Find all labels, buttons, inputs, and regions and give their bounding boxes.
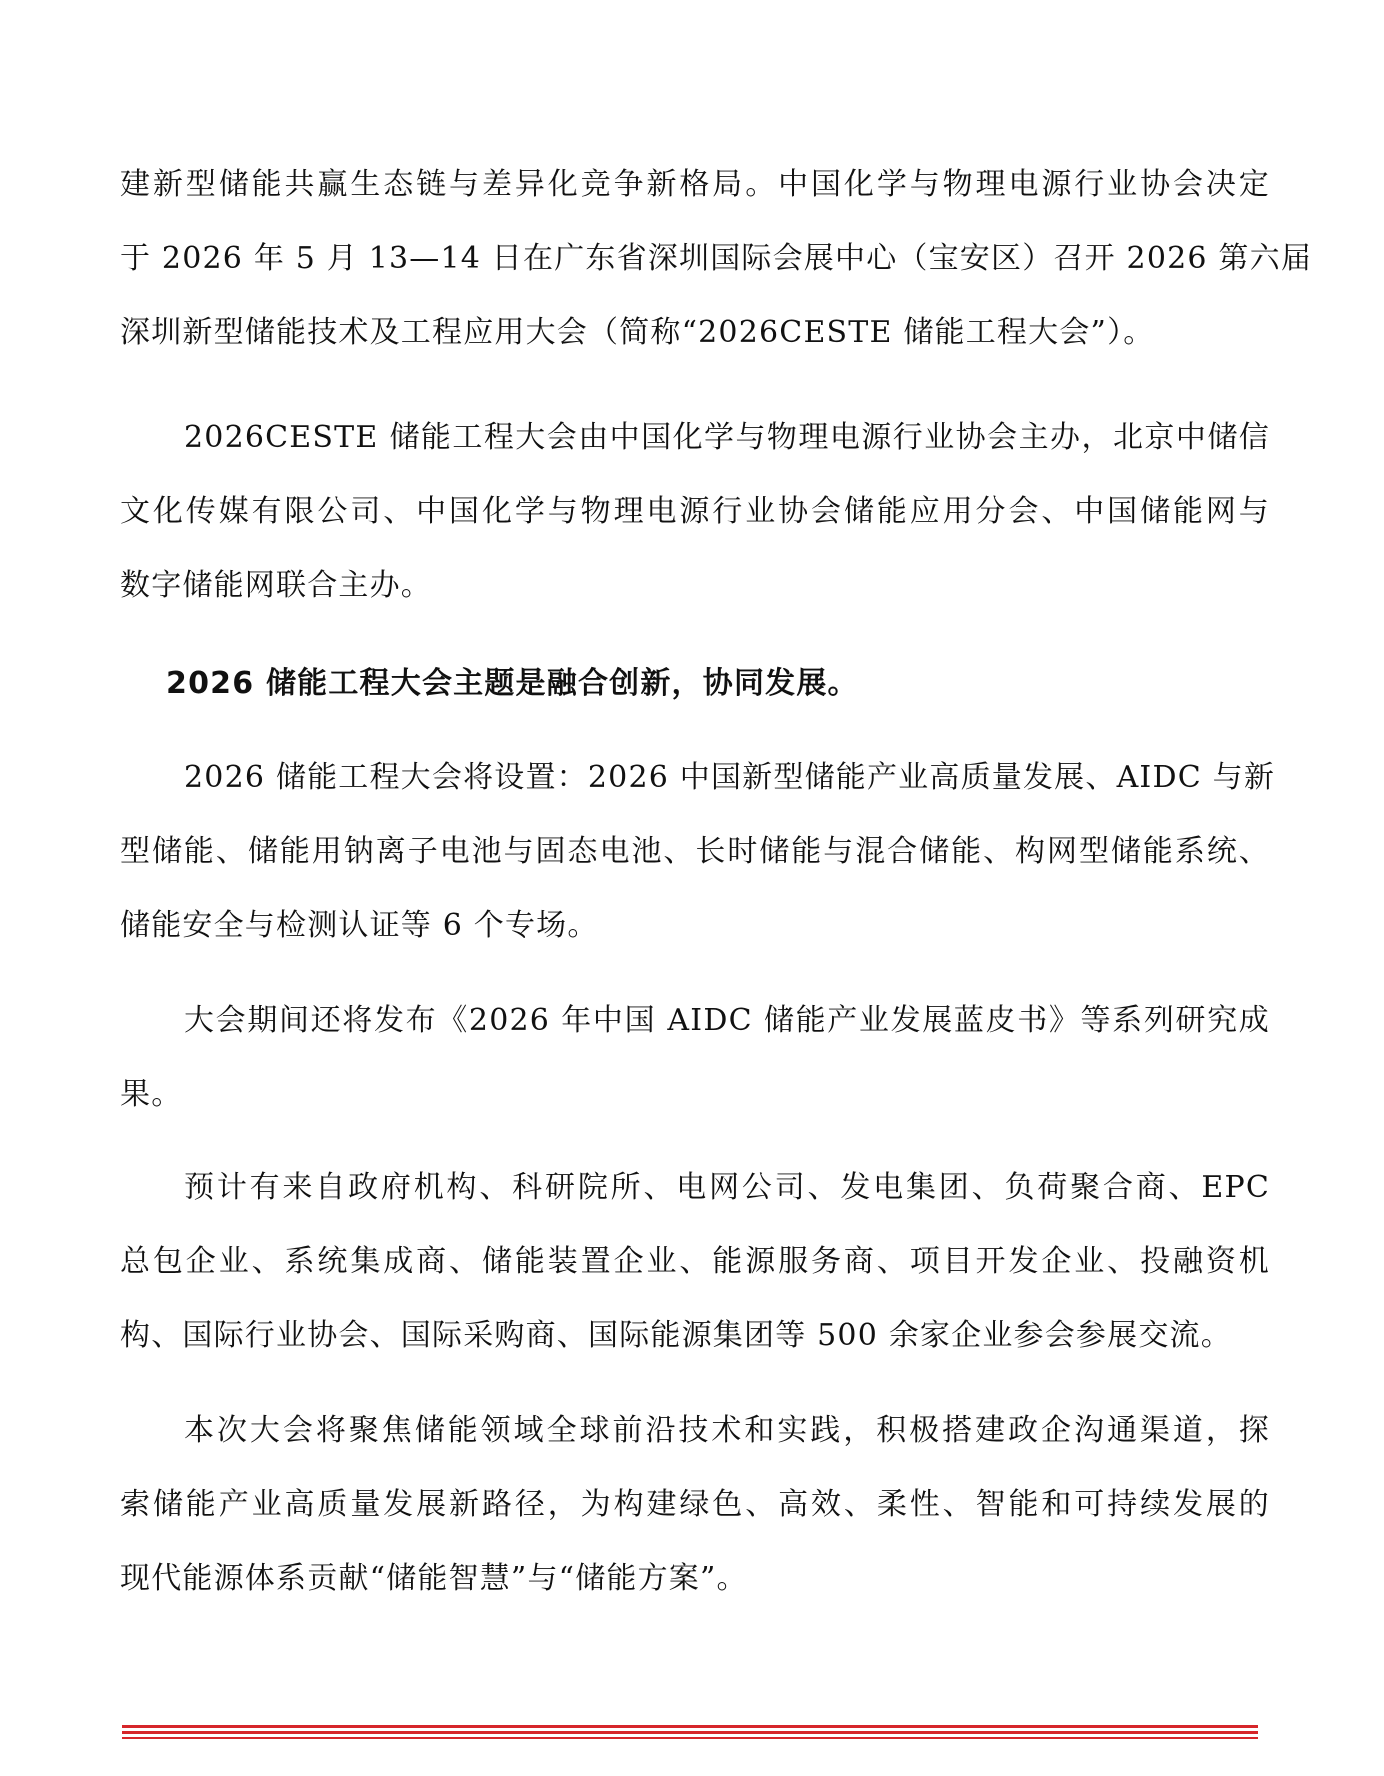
theme-heading: 2026 储能工程大会主题是融合创新，协同发展。	[166, 666, 859, 701]
paragraph-4-line-2: 型储能、储能用钠离子电池与固态电池、长时储能与混合储能、构网型储能系统、	[120, 834, 1270, 869]
footer-divider-middle	[122, 1731, 1258, 1734]
paragraph-7-line-2: 索储能产业高质量发展新路径，为构建绿色、高效、柔性、智能和可持续发展的	[120, 1487, 1270, 1522]
paragraph-4-line-1: 2026 储能工程大会将设置：2026 中国新型储能产业高质量发展、AIDC 与新	[184, 760, 1276, 795]
paragraph-2-line-3: 数字储能网联合主办。	[120, 568, 432, 603]
paragraph-7-line-3: 现代能源体系贡献“储能智慧”与“储能方案”。	[120, 1561, 748, 1596]
paragraph-5-line-2: 果。	[120, 1077, 183, 1112]
paragraph-5-line-1: 大会期间还将发布《2026 年中国 AIDC 储能产业发展蓝皮书》等系列研究成	[184, 1003, 1270, 1038]
footer-divider-bottom	[122, 1737, 1258, 1739]
paragraph-6-line-1: 预计有来自政府机构、科研院所、电网公司、发电集团、负荷聚合商、EPC	[184, 1170, 1270, 1205]
footer-divider-top	[122, 1725, 1258, 1728]
paragraph-4-line-3: 储能安全与检测认证等 6 个专场。	[120, 908, 599, 943]
paragraph-6-line-2: 总包企业、系统集成商、储能装置企业、能源服务商、项目开发企业、投融资机	[120, 1244, 1270, 1279]
paragraph-2-line-1: 2026CESTE 储能工程大会由中国化学与物理电源行业协会主办，北京中储信	[184, 420, 1270, 455]
paragraph-7-line-1: 本次大会将聚焦储能领域全球前沿技术和实践，积极搭建政企沟通渠道，探	[184, 1413, 1270, 1448]
paragraph-1-line-2: 于 2026 年 5 月 13—14 日在广东省深圳国际会展中心（宝安区）召开 2026 第六届	[120, 241, 1313, 276]
paragraph-2-line-2: 文化传媒有限公司、中国化学与物理电源行业协会储能应用分会、中国储能网与	[120, 494, 1270, 529]
paragraph-1-line-1: 建新型储能共赢生态链与差异化竞争新格局。中国化学与物理电源行业协会决定	[120, 167, 1270, 202]
paragraph-6-line-3: 构、国际行业协会、国际采购商、国际能源集团等 500 余家企业参会参展交流。	[120, 1318, 1232, 1353]
paragraph-1-line-3: 深圳新型储能技术及工程应用大会（简称“2026CESTE 储能工程大会”）。	[120, 315, 1155, 350]
